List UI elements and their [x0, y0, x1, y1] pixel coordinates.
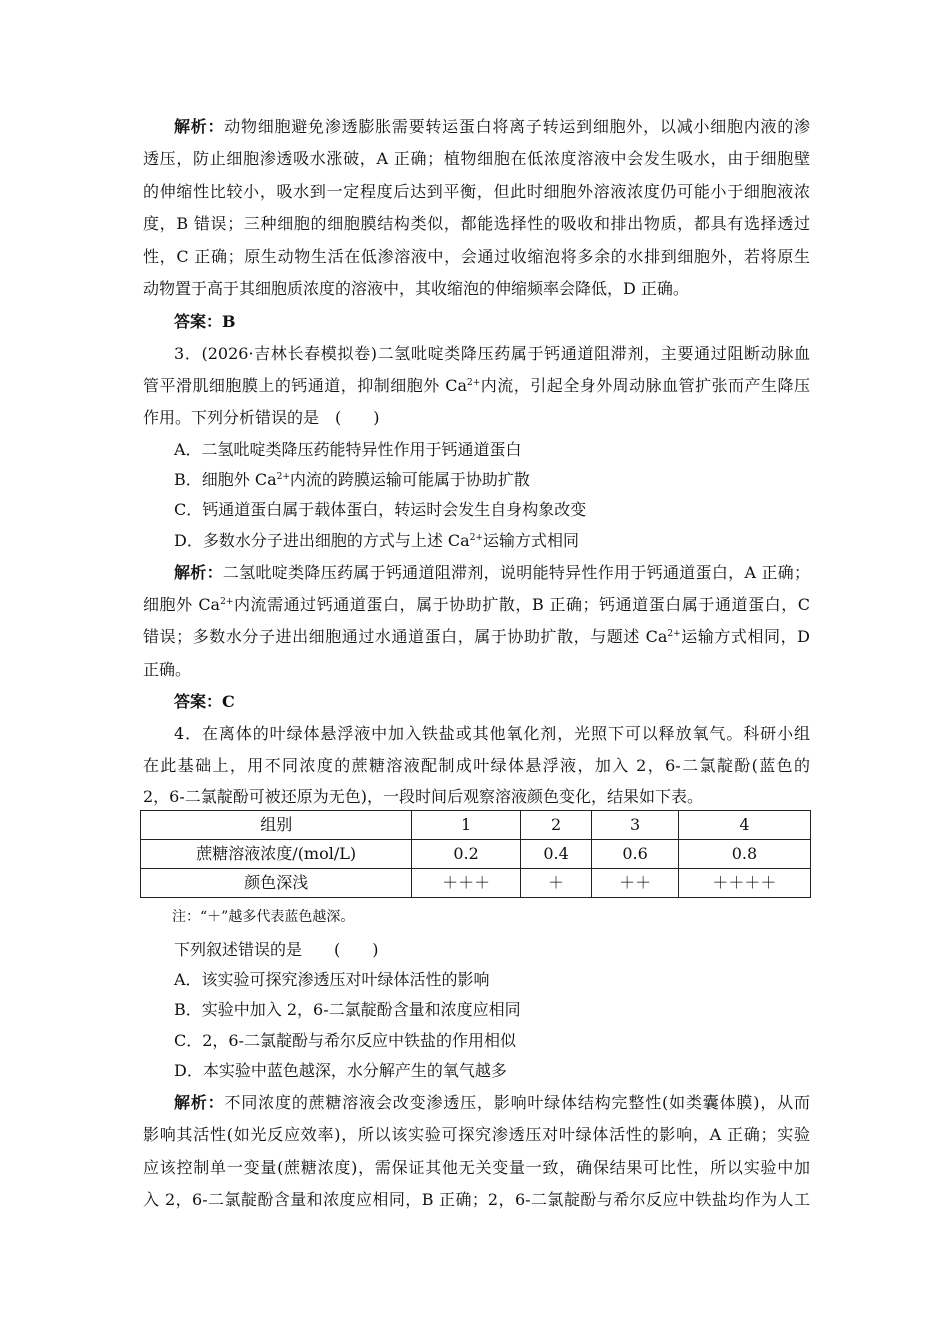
- table-cell: 0.2: [412, 840, 520, 869]
- analysis-label: 解析：: [174, 1093, 225, 1112]
- table-header-row: [141, 811, 811, 840]
- q2-analysis-line-1: [174, 116, 810, 138]
- q2-analysis-line-3: 的伸缩性比较小，吸水到一定程度后达到平衡，但此时细胞外溶液浓度仍可能小于细胞液浓: [143, 182, 810, 201]
- q3-option-c: C．钙通道蛋白属于载体蛋白，转运时会发生自身构象改变: [174, 500, 587, 519]
- table-cell: ＋＋＋＋: [678, 869, 810, 898]
- q4-analysis-line-1: [174, 1092, 810, 1114]
- superscript: 2+: [467, 378, 481, 388]
- text: 不同浓度的蔗糖溶液会改变渗透压，影响叶绿体结构完整性(如类囊体膜)，从而: [224, 1093, 810, 1112]
- q3-answer: 答案：C: [174, 692, 235, 711]
- table-cell: ＋: [520, 869, 592, 898]
- table-cell: 1: [412, 811, 520, 840]
- table-cell: 蔗糖溶液浓度/(mol/L): [141, 840, 412, 869]
- q4-analysis-line-3: 应该控制单一变量(蔗糖浓度)，需保证其他无关变量一致，确保结果可比性，所以实验中加: [143, 1158, 810, 1177]
- q4-option-a: A．该实验可探究渗透压对叶绿体活性的影响: [174, 970, 490, 989]
- q4-question: 下列叙述错误的是 ( ): [174, 940, 379, 959]
- table-row: [141, 840, 811, 869]
- q3-stem-line-3: 作用。下列分析错误的是 ( ): [143, 408, 380, 427]
- text: 动物细胞避免渗透膨胀需要转运蛋白将离子转运到细胞外，以减小细胞内液的渗: [224, 117, 810, 136]
- text: 运输方式相同，D: [680, 627, 810, 646]
- text: 管平滑肌细胞膜上的钙通道，抑制细胞外 Ca: [143, 376, 468, 395]
- q3-stem-line-2: [143, 375, 810, 397]
- analysis-label: 解析：: [174, 563, 223, 582]
- text: 二氢吡啶类降压药属于钙通道阻滞剂，说明能特异性作用于钙通道蛋白，A 正确；: [222, 563, 810, 582]
- superscript: 2+: [276, 472, 290, 482]
- q3-analysis-line-2: [143, 594, 810, 616]
- analysis-label: 解析：: [174, 117, 225, 136]
- table-cell: 0.6: [592, 840, 679, 869]
- q2-analysis-line-2: 透压，防止细胞渗透吸水涨破，A 正确；植物细胞在低浓度溶液中会发生吸水，由于细胞壁: [143, 149, 810, 168]
- table-cell: ＋＋＋: [412, 869, 520, 898]
- q4-analysis-line-2: 影响其活性(如光反应效率)，所以该实验可探究渗透压对叶绿体活性的影响，A 正确；实验: [143, 1125, 810, 1144]
- text: 内流需通过钙通道蛋白，属于协助扩散，B 正确；钙通道蛋白属于通道蛋白，C: [233, 595, 810, 614]
- text: 细胞外 Ca: [143, 595, 221, 614]
- text: 运输方式相同: [482, 531, 579, 550]
- table-cell: ＋＋: [592, 869, 679, 898]
- table-cell: 2: [520, 811, 592, 840]
- table-cell: 0.4: [520, 840, 592, 869]
- q2-answer: 答案：B: [174, 312, 236, 331]
- q3-analysis-line-4: 正确。: [143, 660, 192, 679]
- superscript: 2+: [667, 629, 681, 639]
- q4-stem-line-1: 4．在离体的叶绿体悬浮液中加入铁盐或其他氧化剂，光照下可以释放氧气。科研小组: [174, 724, 810, 743]
- superscript: 2+: [469, 533, 483, 543]
- q2-analysis-line-6: 动物置于高于其细胞质浓度的溶液中，其收缩泡的伸缩频率会降低，D 正确。: [143, 279, 689, 298]
- results-table: [140, 810, 811, 898]
- q3-option-d: [174, 530, 810, 552]
- table-note: 注：“＋”越多代表蓝色越深。: [172, 909, 355, 925]
- q3-option-b: [174, 469, 810, 491]
- q3-analysis-line-3: [143, 626, 810, 648]
- q4-analysis-line-4: 入 2，6-二氯靛酚含量和浓度应相同，B 正确；2，6-二氯靛酚与希尔反应中铁盐均作为人工: [143, 1190, 810, 1209]
- q3-analysis-line-1: [174, 562, 810, 584]
- table-cell: 3: [592, 811, 679, 840]
- table-cell: 颜色深浅: [141, 869, 412, 898]
- table-cell: 4: [678, 811, 810, 840]
- table-cell: 0.8: [678, 840, 810, 869]
- text: 错误；多数水分子进出细胞通过水通道蛋白，属于协助扩散，与题述 Ca: [143, 627, 668, 646]
- q4-stem-line-2: 在此基础上，用不同浓度的蔗糖溶液配制成叶绿体悬浮液，加入 2，6-二氯靛酚(蓝色的: [143, 756, 810, 775]
- text: B．细胞外 Ca: [174, 470, 277, 489]
- text: D．多数水分子进出细胞的方式与上述 Ca: [174, 531, 470, 550]
- q3-stem-line-1: 3．(2026·吉林长春模拟卷)二氢吡啶类降压药属于钙通道阻滞剂，主要通过阻断动脉血: [174, 344, 810, 363]
- q4-option-b: B．实验中加入 2，6-二氯靛酚含量和浓度应相同: [174, 1000, 521, 1019]
- q4-stem-line-3: 2，6-二氯靛酚可被还原为无色)，一段时间后观察溶液颜色变化，结果如下表。: [143, 787, 704, 806]
- q3-option-a: A．二氢吡啶类降压药能特异性作用于钙通道蛋白: [174, 440, 522, 459]
- table-cell: 组别: [141, 811, 412, 840]
- q4-option-c: C．2，6-二氯靛酚与希尔反应中铁盐的作用相似: [174, 1031, 517, 1050]
- superscript: 2+: [220, 597, 234, 607]
- text: 内流的跨膜运输可能属于协助扩散: [289, 470, 530, 489]
- q2-analysis-line-5: 性，C 正确；原生动物生活在低渗溶液中，会通过收缩泡将多余的水排到细胞外，若将原生: [143, 247, 810, 266]
- table-row: [141, 869, 811, 898]
- q2-analysis-line-4: 度，B 错误；三种细胞的细胞膜结构类似，都能选择性的吸收和排出物质，都具有选择透过: [143, 214, 810, 233]
- text: 内流，引起全身外周动脉血管扩张而产生降压: [480, 376, 810, 395]
- q4-option-d: D．本实验中蓝色越深，水分解产生的氧气越多: [174, 1061, 507, 1080]
